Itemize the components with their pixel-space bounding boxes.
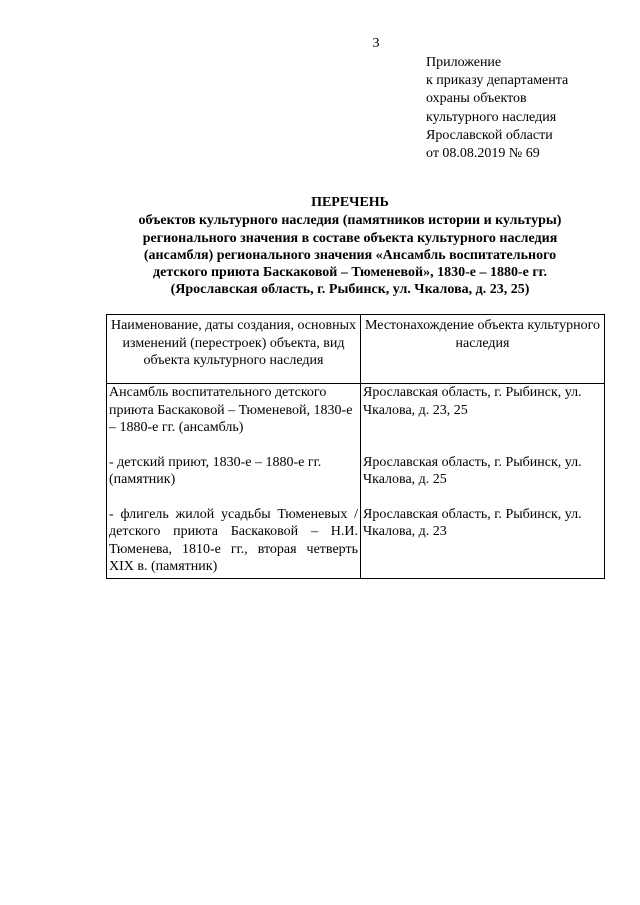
title-line: объектов культурного наследия (памятников истории и культуры) [138, 213, 562, 229]
appendix-note [426, 54, 626, 163]
object-location-cell: Ярославская область, г. Рыбинск, ул. Чкалова, д. 23 [361, 506, 605, 579]
spacer-cell [107, 437, 361, 454]
spacer-cell [107, 489, 361, 506]
table-header-row [107, 315, 605, 384]
appendix-line: культурного наследия [426, 109, 557, 125]
object-name-cell: - детский приют, 1830-е – 1880-е гг. (памятник) [107, 454, 361, 489]
object-location-cell: Ярославская область, г. Рыбинск, ул. Чкалова, д. 23, 25 [361, 384, 605, 437]
object-name-cell: - флигель жилой усадьбы Тюменевых / детского приюта Баскаковой – Н.И. Тюменева, 1810-е гг., вторая четверть XIX в. (памятник) [107, 506, 361, 579]
appendix-line: от 08.08.2019 № 69 [426, 146, 540, 162]
object-location-cell: Ярославская область, г. Рыбинск, ул. Чкалова, д. 25 [361, 454, 605, 489]
title-line: детского приюта Баскаковой – Тюменевой», 1830-е – 1880-е гг. [153, 265, 547, 281]
appendix-line: охраны объектов [426, 91, 527, 107]
row-spacer [107, 437, 605, 454]
spacer-cell [361, 437, 605, 454]
appendix-line: Приложение [426, 55, 502, 70]
row-spacer [107, 489, 605, 506]
column-header-location: Местонахождение объекта культурного наследия [361, 315, 605, 384]
object-name-cell: Ансамбль воспитательного детского приюта Баскаковой – Тюменевой, 1830-е – 1880-е гг. (ансамбль) [107, 384, 361, 437]
appendix-line: к приказу департамента [426, 73, 569, 89]
column-header-name: Наименование, даты создания, основных изменений (перестроек) объекта, вид объекта культурного наследия [107, 315, 361, 384]
title-line: регионального значения в составе объекта культурного наследия [142, 230, 558, 246]
document-title [80, 194, 620, 299]
table-row [107, 384, 605, 437]
appendix-line: Ярославской области [426, 127, 553, 143]
title-line: (Ярославская область, г. Рыбинск, ул. Чкалова, д. 23, 25) [170, 282, 530, 298]
title-line: (ансамбля) регионального значения «Ансамбль воспитательного [143, 247, 557, 263]
heritage-objects-table [106, 314, 605, 579]
page-number: 3 [372, 36, 380, 51]
spacer-cell [361, 489, 605, 506]
table-row [107, 454, 605, 489]
table-row [107, 506, 605, 579]
title-heading: ПЕРЕЧЕНЬ [311, 195, 389, 210]
